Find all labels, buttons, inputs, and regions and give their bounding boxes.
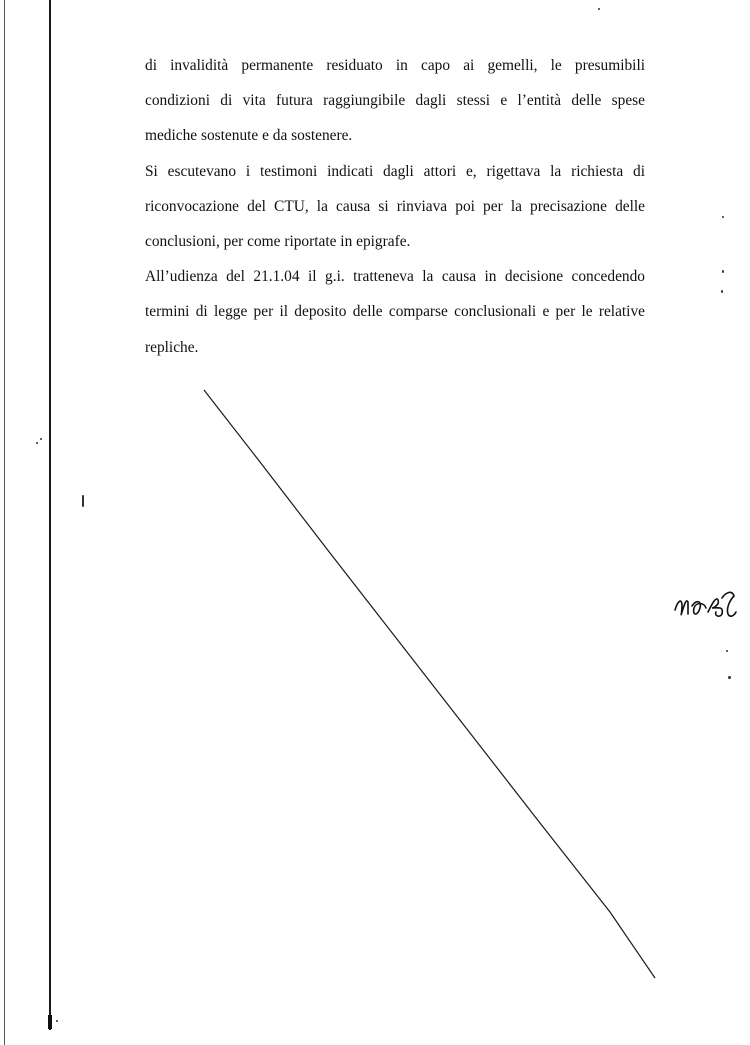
scan-speck xyxy=(598,8,600,10)
scan-speck xyxy=(722,270,724,273)
scan-speck xyxy=(56,1020,58,1022)
scan-speck xyxy=(726,650,728,652)
text-line: conclusioni, per come riportate in epigrafe. xyxy=(145,233,411,251)
scan-speck xyxy=(721,290,723,293)
text-line: condizioni di vita futura raggiungibile dagli stessi e l’entità delle spese xyxy=(145,92,645,110)
scan-speck xyxy=(40,438,42,440)
text-line: di invalidità permanente residuato in capo ai gemelli, le presumibili xyxy=(145,57,645,74)
scan-speck xyxy=(82,495,84,507)
initials-signature xyxy=(670,578,740,628)
scan-speck xyxy=(722,216,724,218)
scan-speck xyxy=(728,676,731,679)
text-line: All’udienza del 21.1.04 il g.i. tratteneva la causa in decisione concedendo xyxy=(145,268,645,286)
text-line: termini di legge per il deposito delle comparse conclusionali e per le relative xyxy=(145,303,645,321)
scan-speck xyxy=(36,442,38,444)
text-line: riconvocazione del CTU, la causa si rinviava poi per la precisazione delle xyxy=(145,197,645,215)
text-line: Si escutevano i testimoni indicati dagli attori e, rigettava la richiesta di xyxy=(145,162,645,180)
text-line: mediche sostenute e da sostenere. xyxy=(145,127,353,145)
text-line: repliche. xyxy=(145,338,199,356)
